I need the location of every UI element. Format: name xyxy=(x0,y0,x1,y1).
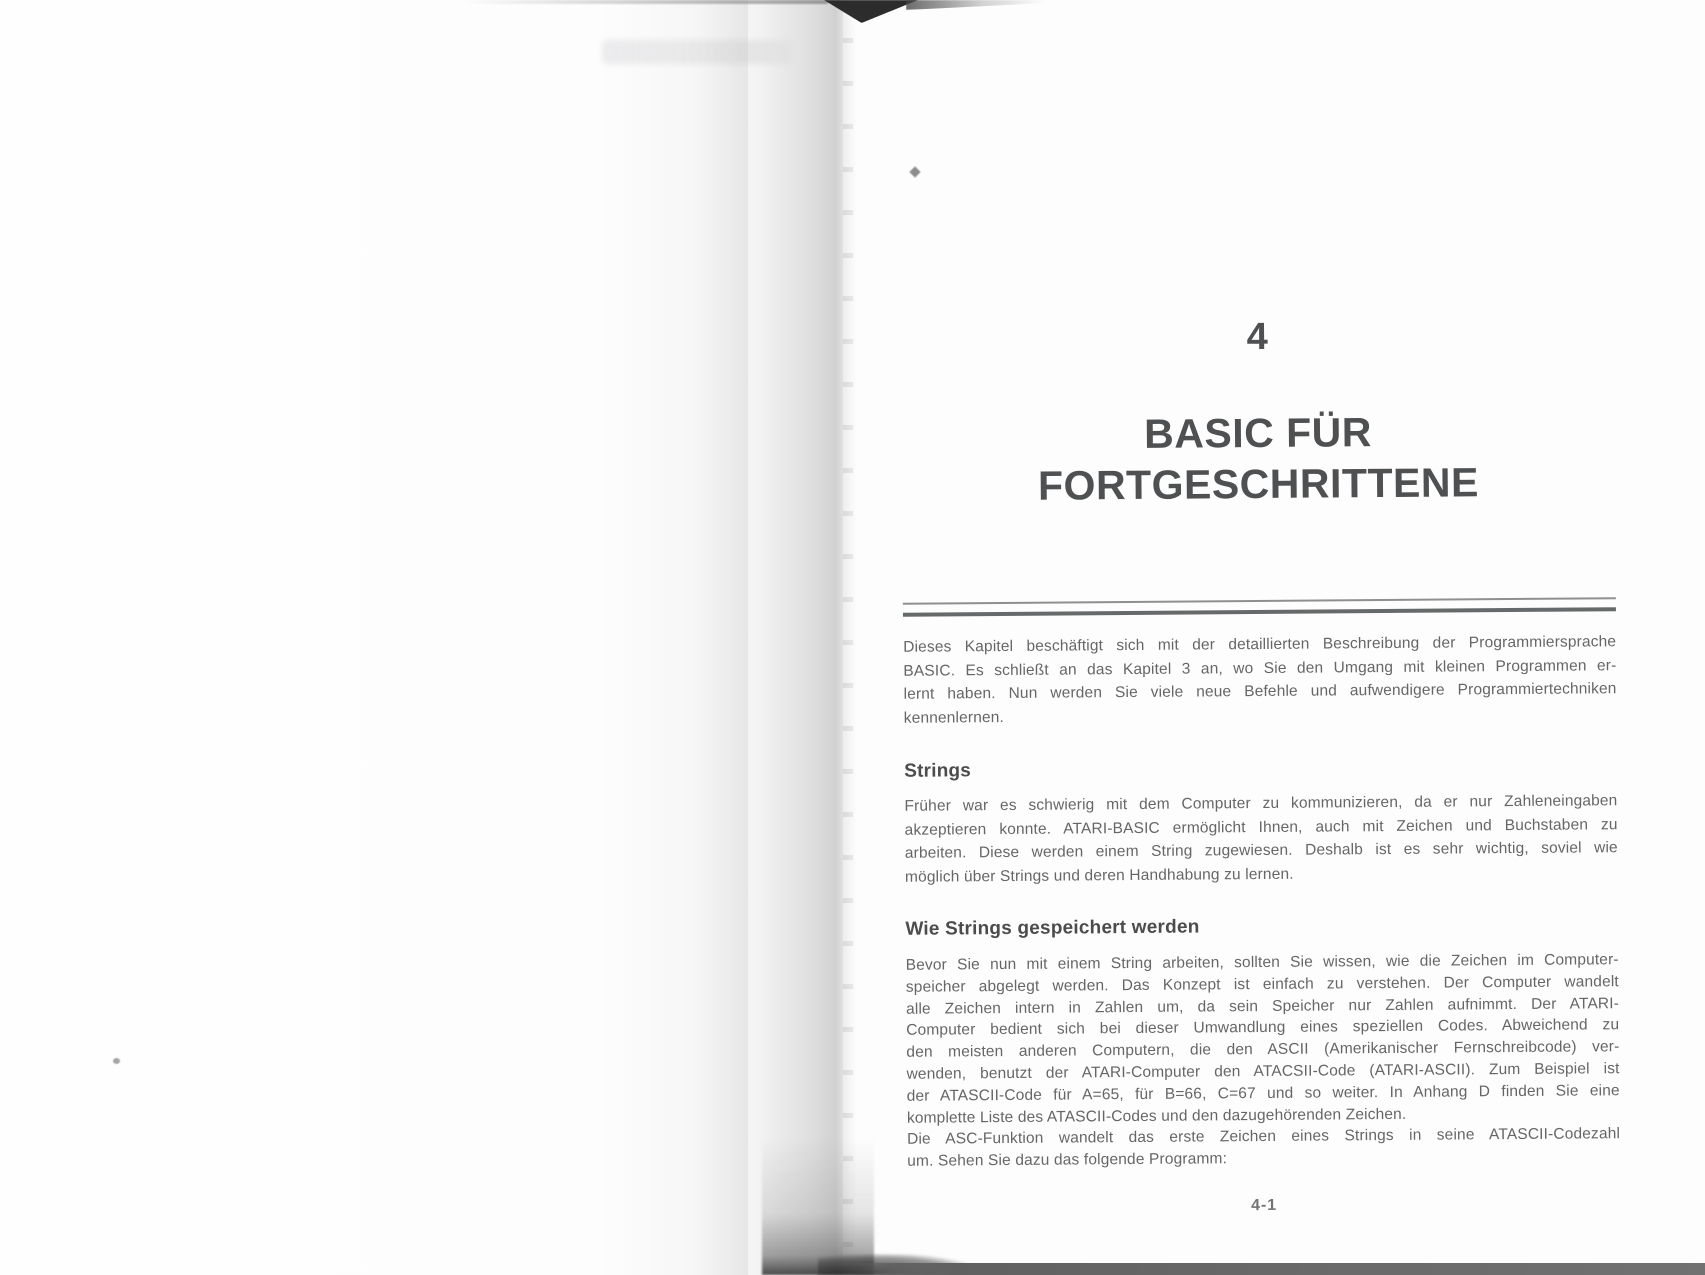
paragraph-line: wenden, benutzt der ATARI-Computer den ATACSII-Code (ATARI-ASCII). Zum Beispiel ist xyxy=(906,1060,1620,1083)
paragraph-line: kennenlernen. xyxy=(903,708,1005,727)
paragraph-line: alle Zeichen intern in Zahlen um, da sein Speicher nur Zahlen aufnimmt. Der ATARI- xyxy=(905,994,1620,1018)
strings-paragraph xyxy=(904,789,1618,889)
printed-page-content xyxy=(898,0,1621,1275)
paragraph-line: Bevor Sie nun mit einem String arbeiten, sollten Sie wissen, wie die Zeichen im Computer- xyxy=(905,951,1619,974)
paragraph-line: möglich über Strings und deren Handhabung zu lernen. xyxy=(904,865,1294,886)
paragraph-line: Dieses Kapitel beschäftigt sich mit der detaillierten Beschreibung der Programmiersprache xyxy=(903,633,1617,656)
paragraph-line: akzeptieren konnte. ATARI-BASIC ermöglicht Ihnen, auch mit Zeichen und Buchstaben zu xyxy=(904,815,1618,839)
page-deckle-edge xyxy=(843,0,853,1275)
paragraph-line: komplette Liste des ATASCII-Codes und den dazugehörenden Zeichen. xyxy=(906,1105,1407,1127)
chapter-title-line-2: FORTGESCHRITTENE xyxy=(1037,459,1479,509)
paragraph-line: Die ASC-Funktion wandelt das erste Zeichen eines Strings in seine ATASCII-Codezahl xyxy=(907,1125,1621,1149)
paragraph-line: der ATASCII-Code für A=65, für B=66, C=67 und so weiter. In Anhang D finden Sie eine xyxy=(906,1081,1620,1105)
paragraph-line: arbeiten. Diese werden einem String zugewiesen. Deshalb ist es sehr wichtig, soviel wie xyxy=(904,839,1618,862)
chapter-title-line-1: BASIC FÜR xyxy=(1143,409,1373,457)
paragraph-line: Früher war es schwierig mit dem Computer zu kommunizieren, da er nur Zahleneingaben xyxy=(904,792,1618,815)
top-edge-shade xyxy=(462,0,828,4)
paragraph-line: um. Sehen Sie dazu das folgende Programm: xyxy=(907,1150,1228,1170)
storage-paragraph xyxy=(906,949,1621,1173)
page-number: 4-1 xyxy=(1250,1196,1278,1215)
section-heading-strings: Strings xyxy=(904,760,972,782)
paragraph-line: BASIC. Es schließt an das Kapitel 3 an, wo Sie den Umgang mit kleinen Programmen er- xyxy=(903,656,1617,680)
chapter-title xyxy=(901,405,1615,513)
paragraph-line: lernt haben. Nun werden Sie viele neue Befehle und aufwendigere Programmiertechniken xyxy=(903,680,1617,703)
left-blank-page xyxy=(0,0,748,1275)
book-gutter-shadow xyxy=(688,0,856,1275)
paragraph-line: Computer bedient sich bei dieser Umwandlung eines speziellen Codes. Abweichend zu xyxy=(906,1016,1620,1040)
title-divider-thin-rule xyxy=(903,597,1616,605)
section-heading-wie-strings: Wie Strings gespeichert werden xyxy=(905,916,1200,940)
paragraph-line: speicher abgelegt werden. Das Konzept ist einfach zu verstehen. Der Computer wandelt xyxy=(905,972,1619,996)
intro-paragraph xyxy=(903,630,1617,730)
paragraph-line: den meisten anderen Computern, die den ASCII (Amerikanischer Fernschreibcode) ver- xyxy=(906,1038,1620,1061)
chapter-number: 4 xyxy=(1246,315,1269,359)
title-divider-thick-rule xyxy=(903,607,1616,617)
scan-speck xyxy=(113,1058,120,1064)
